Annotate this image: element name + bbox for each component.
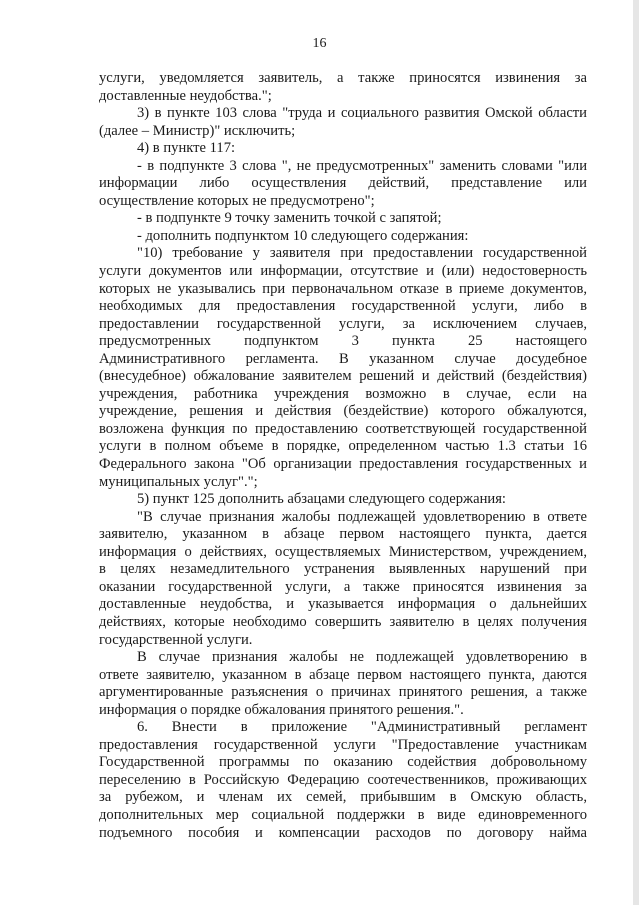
text-line: (внесудебное) обжалование заявителем решений и действий (бездействия): [99, 368, 587, 385]
text-line: предоставления государственной услуги "Предоставление участникам: [99, 736, 587, 753]
text-line: предусмотренных подпунктом 3 пункта 25 настоящего: [99, 333, 587, 350]
text-line: услуги, уведомляется заявитель, а также приносятся извинения за: [99, 70, 587, 86]
text-line: Административного регламента. В указанном случае досудебное: [99, 350, 587, 367]
text-line: - дополнить подпунктом 10 следующего содержания:: [137, 227, 469, 244]
text-line: за рубежом, и членам их семей, прибывшим в Омскую область,: [99, 789, 587, 806]
scan-edge: [633, 0, 639, 905]
text-line: информация о действиях, осуществляемых Министерством, учреждением,: [99, 543, 587, 560]
text-line: услуги в полном объеме в порядке, определенном частью 1.3 статьи 16: [99, 438, 587, 455]
text-line: государственной услуги.: [99, 631, 253, 648]
text-line: которых не указывались при первоначальном отказе в приеме документов,: [99, 280, 587, 297]
text-line: переселению в Российскую Федерацию соотечественников, проживающих: [99, 771, 587, 788]
text-line: 6. Внести в приложение "Административный регламент: [137, 719, 587, 736]
text-line: "10) требование у заявителя при предоставлении государственной: [137, 245, 587, 262]
text-line: Государственной программы по оказанию содействия добровольному: [99, 754, 587, 771]
page-number: 16: [312, 36, 327, 51]
text-line: - в подпункте 3 слова ", не предусмотренных" заменить словами "или: [137, 157, 587, 174]
text-line: необходимых для предоставления государственной услуги, либо в: [99, 298, 587, 315]
text-line: в целях незамедлительного устранения выявленных нарушений при: [99, 561, 587, 578]
text-line: 5) пункт 125 дополнить абзацами следующего содержания:: [137, 491, 506, 508]
text-line: возложена функция по предоставлению соответствующей государственной: [99, 420, 587, 437]
text-line: 4) в пункте 117:: [137, 140, 236, 157]
text-line: осуществление которых не предусмотрено";: [99, 192, 375, 209]
text-line: учреждение, решения и действия (бездействие) которого обжалуются,: [99, 403, 587, 420]
text-line: предоставлении государственной услуги, за исключением случаев,: [99, 315, 587, 332]
text-line: информация о порядке обжалования принятого решения.".: [99, 701, 464, 718]
text-line: учреждения, работника учреждения возможно в случае, если на: [99, 385, 587, 402]
text-line: дополнительных мер социальной поддержки в виде единовременного: [99, 806, 587, 823]
text-line: действиях, которые необходимо совершить заявителю в целях получения: [99, 613, 587, 630]
text-line: 3) в пункте 103 слова "труда и социального развития Омской области: [137, 105, 587, 122]
text-line: подъемного пособия и компенсации расходов по договору найма: [99, 824, 587, 841]
text-line: (далее – Министр)" исключить;: [99, 122, 296, 139]
text-line: аргументированные разъяснения о причинах принятого решения, а также: [99, 684, 587, 701]
text-line: оказании государственной услуги, а также приносятся извинения за: [99, 578, 587, 595]
text-line: муниципальных услуг".";: [99, 473, 258, 490]
text-line: доставленные неудобства.";: [99, 87, 272, 104]
text-line: услуги документов или информации, отсутствие и (или) недостоверность: [99, 263, 587, 280]
text-line: доставленные неудобства, и указывается информация о дальнейших: [99, 596, 587, 613]
document-body: [99, 70, 587, 842]
text-line: заявителю, указанном в абзаце первом настоящего пункта, дается: [99, 526, 587, 543]
text-line: информации либо осуществления действий, представление или: [99, 175, 587, 192]
text-line: ответе заявителю, указанном в абзаце первом настоящего пункта, даются: [99, 666, 587, 683]
text-line: - в подпункте 9 точку заменить точкой с запятой;: [137, 210, 442, 227]
text-line: Федерального закона "Об организации предоставления государственных и: [99, 456, 587, 473]
text-line: В случае признания жалобы не подлежащей удовлетворению в: [137, 649, 587, 666]
text-line: "В случае признания жалобы подлежащей удовлетворению в ответе: [137, 508, 587, 525]
